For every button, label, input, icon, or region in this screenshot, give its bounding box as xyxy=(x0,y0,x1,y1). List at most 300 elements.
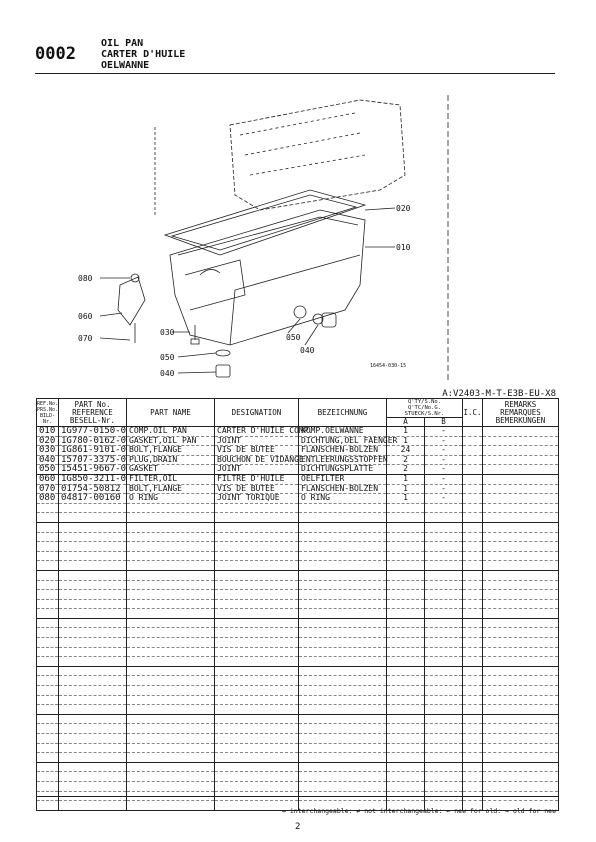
cell-b xyxy=(425,542,463,552)
cell-remarks xyxy=(483,522,559,532)
cell-a: 1 xyxy=(387,436,425,446)
cell-a xyxy=(387,599,425,609)
cell-ref xyxy=(37,762,59,772)
cell-a xyxy=(387,753,425,763)
cell-remarks xyxy=(483,532,559,542)
cell-a xyxy=(387,561,425,571)
cell-remarks xyxy=(483,580,559,590)
cell-ic xyxy=(463,714,483,724)
cell-part-no xyxy=(59,724,127,734)
cell-a xyxy=(387,724,425,734)
cell-designation xyxy=(215,551,299,561)
table-row xyxy=(37,628,559,638)
cell-b xyxy=(425,628,463,638)
bottom-rule xyxy=(36,796,558,797)
cell-bez xyxy=(299,513,387,523)
col-qty-b: B xyxy=(425,418,463,427)
cell-name xyxy=(127,781,215,791)
cell-b xyxy=(425,734,463,744)
cell-part-no xyxy=(59,628,127,638)
cell-a: 2 xyxy=(387,455,425,465)
cell-b xyxy=(425,772,463,782)
cell-remarks xyxy=(483,599,559,609)
cell-part-no xyxy=(59,772,127,782)
cell-remarks xyxy=(483,494,559,504)
cell-a xyxy=(387,609,425,619)
table-row xyxy=(37,705,559,715)
cell-name xyxy=(127,638,215,648)
cell-ic xyxy=(463,676,483,686)
cell-remarks xyxy=(483,427,559,437)
cell-ic xyxy=(463,561,483,571)
cell-designation xyxy=(215,676,299,686)
figure-id: 16454-030-15 xyxy=(370,363,407,369)
callout-050b: 050 xyxy=(286,333,301,342)
cell-b: - xyxy=(425,494,463,504)
callout-040b: 040 xyxy=(160,369,175,378)
cell-designation xyxy=(215,570,299,580)
table-row xyxy=(37,753,559,763)
cell-name xyxy=(127,647,215,657)
cell-bez xyxy=(299,762,387,772)
cell-bez xyxy=(299,714,387,724)
interchangeability-legend: ↔ interchangeable: ≠ not interchangeable: ← new for old: → old for new xyxy=(282,807,556,815)
cell-ref xyxy=(37,542,59,552)
cell-bez xyxy=(299,695,387,705)
cell-name xyxy=(127,590,215,600)
cell-part-no xyxy=(59,618,127,628)
cell-bez: FLANSCHEN-BOLZEN xyxy=(299,484,387,494)
cell-ic xyxy=(463,436,483,446)
catalog-code: 0002 xyxy=(35,44,76,64)
title-french: CARTER D'HUILE xyxy=(101,49,186,60)
cell-ic xyxy=(463,743,483,753)
cell-ref xyxy=(37,638,59,648)
cell-b xyxy=(425,724,463,734)
cell-ref: 030 xyxy=(37,446,59,456)
cell-a: 1 xyxy=(387,474,425,484)
cell-part-no xyxy=(59,590,127,600)
cell-b xyxy=(425,781,463,791)
table-row xyxy=(37,724,559,734)
cell-part-no xyxy=(59,705,127,715)
cell-name xyxy=(127,762,215,772)
cell-b: - xyxy=(425,465,463,475)
cell-remarks xyxy=(483,455,559,465)
cell-remarks xyxy=(483,734,559,744)
cell-bez: FLANSCHEN-BOLZEN xyxy=(299,446,387,456)
cell-designation: JOINT TORIQUE xyxy=(215,494,299,504)
cell-part-no xyxy=(59,551,127,561)
cell-name xyxy=(127,580,215,590)
cell-bez xyxy=(299,561,387,571)
cell-ic xyxy=(463,494,483,504)
callout-050: 050 xyxy=(160,353,175,362)
cell-ref xyxy=(37,513,59,523)
cell-b xyxy=(425,676,463,686)
title-english: OIL PAN xyxy=(101,38,144,49)
cell-bez xyxy=(299,590,387,600)
cell-b xyxy=(425,522,463,532)
cell-name xyxy=(127,753,215,763)
cell-bez xyxy=(299,609,387,619)
cell-designation xyxy=(215,609,299,619)
cell-bez xyxy=(299,724,387,734)
cell-ref xyxy=(37,686,59,696)
table-row xyxy=(37,599,559,609)
cell-ic xyxy=(463,647,483,657)
cell-part-no xyxy=(59,714,127,724)
cell-designation xyxy=(215,628,299,638)
cell-part-no: 15707-3375-0 xyxy=(59,455,127,465)
cell-bez xyxy=(299,734,387,744)
cell-designation xyxy=(215,695,299,705)
cell-ic xyxy=(463,618,483,628)
cell-remarks xyxy=(483,676,559,686)
cell-remarks xyxy=(483,561,559,571)
cell-ref xyxy=(37,522,59,532)
cell-ic xyxy=(463,695,483,705)
cell-name: GASKET,OIL PAN xyxy=(127,436,215,446)
cell-ref xyxy=(37,666,59,676)
cell-remarks xyxy=(483,657,559,667)
cell-a xyxy=(387,570,425,580)
cell-part-no: 01754-50812 xyxy=(59,484,127,494)
cell-designation xyxy=(215,532,299,542)
cell-designation xyxy=(215,714,299,724)
cell-part-no: 1G977-0150-0 xyxy=(59,427,127,437)
cell-ic xyxy=(463,666,483,676)
callout-080: 080 xyxy=(78,274,93,283)
cell-ref xyxy=(37,772,59,782)
callout-070: 070 xyxy=(78,334,93,343)
cell-name xyxy=(127,570,215,580)
parts-table-body xyxy=(37,427,559,811)
table-row xyxy=(37,542,559,552)
cell-a xyxy=(387,695,425,705)
cell-a xyxy=(387,542,425,552)
cell-a xyxy=(387,551,425,561)
cell-name xyxy=(127,657,215,667)
cell-ref xyxy=(37,618,59,628)
cell-ic xyxy=(463,638,483,648)
cell-ref xyxy=(37,781,59,791)
cell-part-no xyxy=(59,666,127,676)
cell-remarks xyxy=(483,772,559,782)
cell-name xyxy=(127,542,215,552)
cell-part-no xyxy=(59,801,127,811)
cell-ref xyxy=(37,580,59,590)
cell-name xyxy=(127,724,215,734)
cell-a: 1 xyxy=(387,427,425,437)
parts-table xyxy=(36,398,559,811)
cell-b xyxy=(425,753,463,763)
cell-ic xyxy=(463,522,483,532)
cell-ic xyxy=(463,513,483,523)
cell-ref xyxy=(37,743,59,753)
cell-designation xyxy=(215,590,299,600)
cell-a xyxy=(387,580,425,590)
cell-remarks xyxy=(483,590,559,600)
cell-part-no xyxy=(59,686,127,696)
cell-a: 24 xyxy=(387,446,425,456)
cell-a xyxy=(387,657,425,667)
cell-name xyxy=(127,666,215,676)
cell-designation xyxy=(215,513,299,523)
cell-name xyxy=(127,551,215,561)
cell-remarks xyxy=(483,465,559,475)
cell-bez xyxy=(299,676,387,686)
cell-ref xyxy=(37,609,59,619)
cell-ref xyxy=(37,657,59,667)
cell-name xyxy=(127,628,215,638)
cell-bez xyxy=(299,628,387,638)
cell-part-no xyxy=(59,657,127,667)
cell-designation xyxy=(215,647,299,657)
cell-remarks xyxy=(483,551,559,561)
title-block xyxy=(101,38,185,71)
cell-remarks xyxy=(483,618,559,628)
table-row xyxy=(37,570,559,580)
cell-ic xyxy=(463,580,483,590)
cell-name: BOLT,FLANGE xyxy=(127,484,215,494)
cell-bez xyxy=(299,686,387,696)
cell-remarks xyxy=(483,542,559,552)
cell-ic xyxy=(463,446,483,456)
cell-a xyxy=(387,743,425,753)
cell-b xyxy=(425,503,463,513)
table-row xyxy=(37,590,559,600)
cell-part-no: 04817-00160 xyxy=(59,494,127,504)
col-ic: I.C. xyxy=(463,399,483,427)
cell-b: - xyxy=(425,484,463,494)
cell-a xyxy=(387,666,425,676)
cell-bez xyxy=(299,522,387,532)
cell-name xyxy=(127,561,215,571)
cell-bez xyxy=(299,743,387,753)
cell-designation xyxy=(215,753,299,763)
table-row xyxy=(37,513,559,523)
cell-b: - xyxy=(425,474,463,484)
cell-bez xyxy=(299,666,387,676)
callout-030: 030 xyxy=(160,328,175,337)
cell-designation xyxy=(215,618,299,628)
cell-remarks xyxy=(483,474,559,484)
cell-ref: 080 xyxy=(37,494,59,504)
cell-designation xyxy=(215,522,299,532)
cell-ref xyxy=(37,628,59,638)
cell-name: O RING xyxy=(127,494,215,504)
cell-part-no: 15451-9667-0 xyxy=(59,465,127,475)
cell-name: BOLT,FLANGE xyxy=(127,446,215,456)
cell-ref xyxy=(37,695,59,705)
cell-a xyxy=(387,590,425,600)
table-row xyxy=(37,522,559,532)
table-row xyxy=(37,446,559,456)
cell-name xyxy=(127,618,215,628)
cell-part-no xyxy=(59,599,127,609)
cell-designation xyxy=(215,542,299,552)
table-row xyxy=(37,609,559,619)
table-row xyxy=(37,676,559,686)
cell-a xyxy=(387,618,425,628)
cell-bez xyxy=(299,618,387,628)
cell-name: COMP.OIL PAN xyxy=(127,427,215,437)
cell-ic xyxy=(463,686,483,696)
cell-a xyxy=(387,647,425,657)
col-designation: DESIGNATION xyxy=(215,399,299,427)
cell-part-no xyxy=(59,542,127,552)
cell-designation xyxy=(215,657,299,667)
cell-a: 2 xyxy=(387,465,425,475)
col-qty: Q'TY/S.No. Q'TC/No.G. STUECK/S.Nr. xyxy=(387,399,463,418)
cell-designation xyxy=(215,743,299,753)
cell-b xyxy=(425,695,463,705)
table-row xyxy=(37,551,559,561)
cell-ic xyxy=(463,503,483,513)
cell-remarks xyxy=(483,513,559,523)
table-row xyxy=(37,695,559,705)
cell-b xyxy=(425,590,463,600)
cell-ic xyxy=(463,484,483,494)
cell-bez xyxy=(299,772,387,782)
cell-b: - xyxy=(425,427,463,437)
callout-020: 020 xyxy=(396,204,411,213)
cell-ic xyxy=(463,705,483,715)
cell-bez: ENTLEERUNGSSTOPFEN xyxy=(299,455,387,465)
cell-remarks xyxy=(483,436,559,446)
cell-a xyxy=(387,714,425,724)
cell-name: FILTER,OIL xyxy=(127,474,215,484)
cell-ic xyxy=(463,570,483,580)
cell-part-no xyxy=(59,743,127,753)
cell-b xyxy=(425,743,463,753)
table-row xyxy=(37,781,559,791)
cell-part-no xyxy=(59,561,127,571)
cell-name: GASKET xyxy=(127,465,215,475)
cell-remarks xyxy=(483,647,559,657)
table-row xyxy=(37,734,559,744)
cell-remarks xyxy=(483,628,559,638)
cell-designation: VIS DE BUTEE xyxy=(215,484,299,494)
cell-designation xyxy=(215,503,299,513)
cell-bez: OELFILTER xyxy=(299,474,387,484)
cell-b xyxy=(425,532,463,542)
cell-part-no xyxy=(59,781,127,791)
cell-designation xyxy=(215,781,299,791)
cell-ref xyxy=(37,753,59,763)
cell-designation xyxy=(215,580,299,590)
cell-a xyxy=(387,781,425,791)
cell-designation xyxy=(215,734,299,744)
cell-designation xyxy=(215,638,299,648)
cell-bez xyxy=(299,570,387,580)
cell-ic xyxy=(463,734,483,744)
cell-b xyxy=(425,580,463,590)
cell-ic xyxy=(463,753,483,763)
cell-ic xyxy=(463,628,483,638)
cell-name xyxy=(127,734,215,744)
cell-a: 1 xyxy=(387,494,425,504)
cell-part-no xyxy=(59,762,127,772)
cell-remarks xyxy=(483,724,559,734)
cell-part-no xyxy=(59,580,127,590)
cell-ic xyxy=(463,609,483,619)
cell-designation xyxy=(215,705,299,715)
cell-name xyxy=(127,714,215,724)
cell-bez xyxy=(299,657,387,667)
table-row xyxy=(37,618,559,628)
cell-ref xyxy=(37,801,59,811)
cell-b: - xyxy=(425,455,463,465)
cell-ref xyxy=(37,561,59,571)
cell-part-no xyxy=(59,695,127,705)
cell-part-no: 1G780-0162-0 xyxy=(59,436,127,446)
cell-ref xyxy=(37,590,59,600)
cell-ref xyxy=(37,551,59,561)
callout-060: 060 xyxy=(78,312,93,321)
cell-a xyxy=(387,503,425,513)
cell-ic xyxy=(463,427,483,437)
cell-remarks xyxy=(483,666,559,676)
table-row xyxy=(37,638,559,648)
cell-name xyxy=(127,695,215,705)
cell-ref xyxy=(37,734,59,744)
cell-designation: JOINT xyxy=(215,465,299,475)
cell-remarks xyxy=(483,705,559,715)
cell-name xyxy=(127,522,215,532)
cell-bez: DICHTUNG,OEL FAENGER xyxy=(299,436,387,446)
table-row xyxy=(37,647,559,657)
page-number: 2 xyxy=(295,822,301,832)
cell-bez: DICHTUNGSPLATTE xyxy=(299,465,387,475)
cell-name xyxy=(127,686,215,696)
cell-a xyxy=(387,628,425,638)
cell-a xyxy=(387,772,425,782)
cell-b xyxy=(425,561,463,571)
table-row xyxy=(37,494,559,504)
cell-name xyxy=(127,599,215,609)
table-row xyxy=(37,743,559,753)
cell-b xyxy=(425,551,463,561)
table-row xyxy=(37,657,559,667)
table-row xyxy=(37,474,559,484)
cell-ic xyxy=(463,590,483,600)
cell-a: 1 xyxy=(387,484,425,494)
cell-part-no xyxy=(59,513,127,523)
cell-a xyxy=(387,513,425,523)
col-ref: REF.No. PRS.No. BILD-Nr. xyxy=(37,400,59,425)
cell-name xyxy=(127,743,215,753)
cell-name xyxy=(127,772,215,782)
cell-a xyxy=(387,762,425,772)
cell-name xyxy=(127,705,215,715)
cell-b xyxy=(425,609,463,619)
cell-ic xyxy=(463,772,483,782)
cell-part-no xyxy=(59,522,127,532)
cell-designation: FILTRE D'HUILE xyxy=(215,474,299,484)
exploded-parts-diagram xyxy=(60,95,460,385)
cell-part-no xyxy=(59,734,127,744)
table-row xyxy=(37,580,559,590)
cell-name xyxy=(127,503,215,513)
cell-a xyxy=(387,532,425,542)
cell-part-no: 1G850-3211-0 xyxy=(59,474,127,484)
cell-part-no xyxy=(59,638,127,648)
cell-part-no xyxy=(59,503,127,513)
cell-a xyxy=(387,676,425,686)
cell-b: - xyxy=(425,436,463,446)
